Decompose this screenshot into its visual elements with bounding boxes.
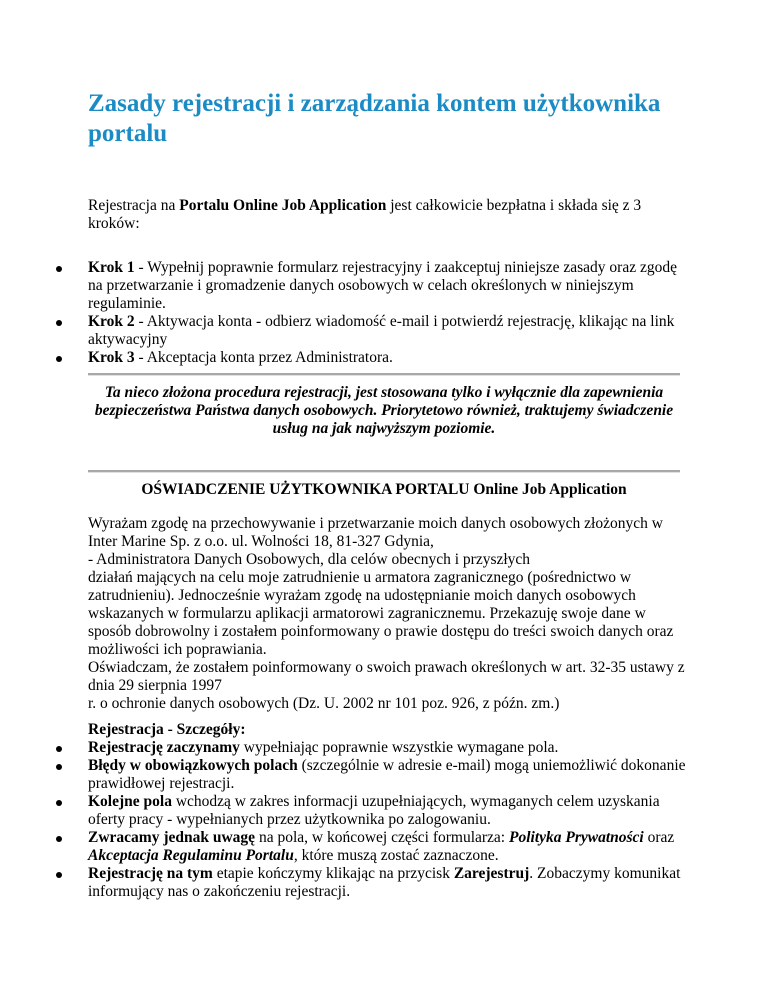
bullet-icon	[56, 356, 62, 362]
privacy-policy-label: Polityka Prywatności	[508, 829, 644, 846]
declaration-line: - Administratora Danych Osobowych, dla celów obecnych i przyszłych	[88, 551, 531, 568]
declaration-line: działań mających na celu moje zatrudnienie u armatora zagranicznego (pośrednictwo w zatrudnieniu). Jednocześnie wyrażam zgodę na udostępnianie moich danych osobowych wskazanych w formularzu aplikacji armatorowi zagranicznemu. Przekazuję swoje dane w sposób dobrowolny i zostałem poinformowany o prawie dostępu do treści swoich danych oraz możliwości ich poprawiania.	[88, 569, 674, 658]
list-item	[88, 829, 688, 865]
terms-acceptance-label: Akceptacja Regulaminu Portalu	[88, 847, 294, 864]
list-item	[88, 259, 688, 313]
item-bold: Rejestrację na tym	[88, 865, 213, 882]
step-text: - Akceptacja konta przez Administratora.	[134, 349, 393, 366]
bullet-icon	[56, 836, 62, 842]
step-label: Krok 3	[88, 349, 135, 366]
declaration-body	[88, 515, 688, 713]
item-text: etapie kończymy klikając na przycisk	[212, 865, 454, 882]
details-list	[88, 739, 688, 901]
bullet-icon	[56, 872, 62, 878]
declaration-title: OŚWIADCZENIE UŻYTKOWNIKA PORTALU Online Job Application	[141, 481, 627, 498]
item-bold: Zwracamy jednak uwagę	[88, 829, 256, 846]
step-text: - Wypełnij poprawnie formularz rejestracyjny i zaakceptuj niniejsze zasady oraz zgodę na przetwarzanie i gromadzenie danych osobowych w celach określonych w niniejszym regulaminie.	[88, 259, 677, 312]
bullet-icon	[56, 800, 62, 806]
declaration-line: Oświadczam, że zostałem poinformowany o swoich prawach określonych w art. 32-35 ustawy z dnia 29 sierpnia 1997	[88, 659, 685, 694]
item-bold: Rejestrację zaczynamy	[88, 739, 240, 756]
intro-paragraph	[88, 197, 688, 233]
page-title: Zasady rejestracji i zarządzania kontem użytkownika portalu	[88, 90, 661, 147]
list-item	[88, 793, 688, 829]
item-bold: Błędy w obowiązkowych polach	[88, 757, 298, 774]
intro-text-before: Rejestracja na	[88, 197, 180, 214]
step-text: - Aktywacja konta - odbierz wiadomość e-mail i potwierdź rejestrację, klikając na link aktywacyjny	[88, 313, 675, 348]
steps-list	[88, 259, 688, 367]
divider	[88, 470, 680, 473]
list-item	[88, 757, 688, 793]
intro-text-after: jest całkowicie bezpłatna i składa się z 3 kroków:	[88, 197, 642, 232]
item-text: oraz	[643, 829, 675, 846]
declaration-line: Wyrażam zgodę na przechowywanie i przetwarzanie moich danych osobowych złożonych w Inter Marine Sp. z o.o. ul. Wolności 18, 81-327 Gdynia,	[88, 515, 663, 550]
bullet-icon	[56, 266, 62, 272]
bullet-icon	[56, 746, 62, 752]
list-item	[88, 865, 688, 901]
bullet-icon	[56, 764, 62, 770]
item-text: , które muszą zostać zaznaczone.	[293, 847, 499, 864]
step-label: Krok 2	[88, 313, 135, 330]
list-item	[88, 349, 688, 367]
item-text: na pola, w końcowej części formularza:	[255, 829, 509, 846]
portal-name: Portalu Online Job Application	[179, 197, 387, 214]
item-text: . Zobaczymy komunikat informujący nas o zakończeniu rejestracji.	[88, 865, 681, 900]
security-notice: Ta nieco złożona procedura rejestracji, jest stosowana tylko i wyłącznie dla zapewnienia bezpieczeństwa Państwa danych osobowych. Priorytetowo również, traktujemy świadczenie usług na jak najwyższym poziomie.	[94, 384, 674, 437]
list-item	[88, 313, 688, 349]
item-text: wypełniając poprawnie wszystkie wymagane pola.	[239, 739, 559, 756]
bullet-icon	[56, 320, 62, 326]
declaration-line: r. o ochronie danych osobowych (Dz. U. 2002 nr 101 poz. 926, z późn. zm.)	[88, 695, 560, 712]
step-label: Krok 1	[88, 259, 135, 276]
details-heading: Rejestracja - Szczegóły:	[88, 721, 246, 738]
item-bold: Kolejne pola	[88, 793, 172, 810]
item-text: (szczególnie w adresie e-mail) mogą uniemożliwić dokonanie prawidłowej rejestracji.	[88, 757, 686, 792]
divider	[88, 373, 680, 376]
item-text: wchodzą w zakres informacji uzupełniających, wymaganych celem uzyskania oferty pracy - wypełnianych przez użytkownika po zalogowaniu.	[88, 793, 660, 828]
list-item	[88, 739, 688, 757]
register-button-name: Zarejestruj	[453, 865, 530, 882]
